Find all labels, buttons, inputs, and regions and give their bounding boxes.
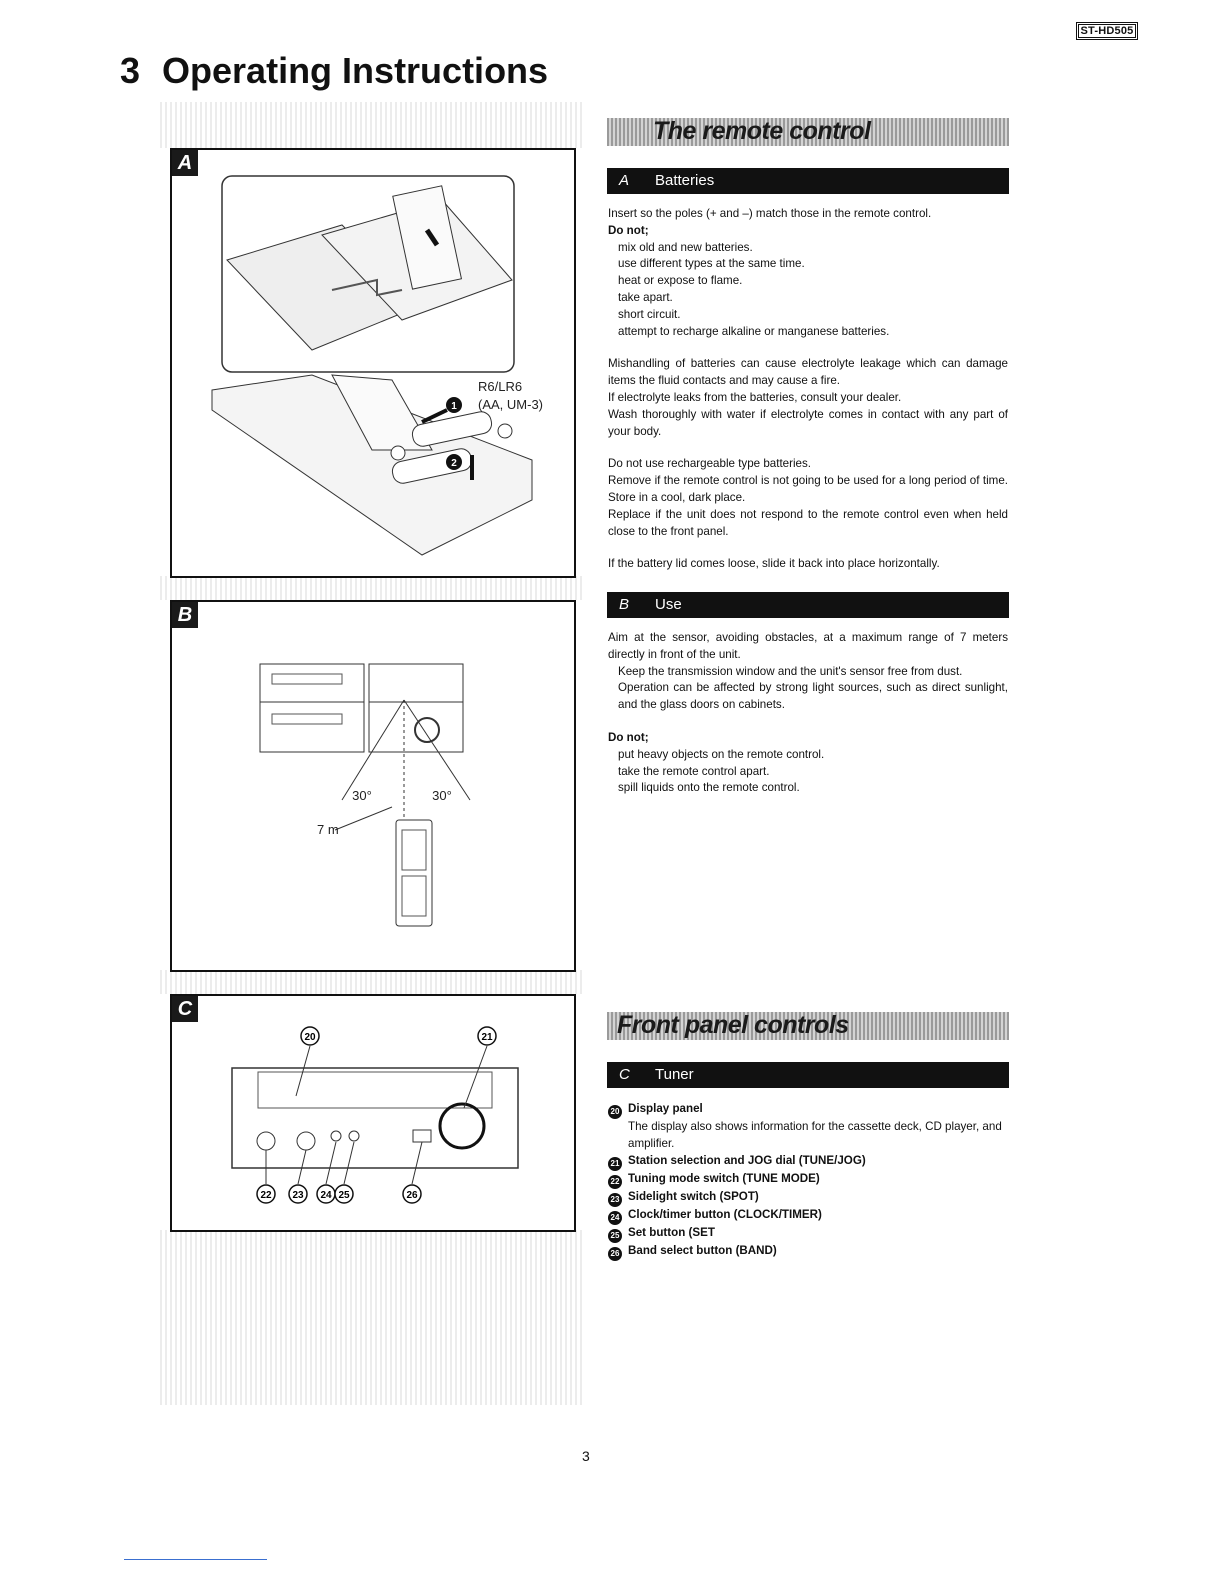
batteries-intro: Insert so the poles (+ and –) match those in the remote control. bbox=[608, 207, 932, 220]
scan-texture bbox=[160, 1230, 585, 1405]
battery-lid-note: If the battery lid comes loose, slide it back into place horizontally. bbox=[608, 557, 940, 571]
list-item: attempt to recharge alkaline or manganese batteries. bbox=[618, 324, 890, 338]
illustration-panel-b bbox=[170, 600, 576, 972]
page-number: 3 bbox=[582, 1448, 590, 1464]
callout-number: 20 bbox=[304, 1032, 316, 1043]
step-2-label: 2 bbox=[451, 458, 457, 469]
use-text bbox=[608, 630, 1008, 797]
range-diagram bbox=[172, 602, 574, 970]
list-item: use different types at the same time. bbox=[618, 257, 805, 271]
note-text: Replace if the unit does not respond to the remote control even when held close to the front panel. bbox=[608, 507, 1008, 538]
batteries-bar: A Batteries bbox=[607, 168, 1009, 194]
list-item: heat or expose to flame. bbox=[618, 274, 743, 288]
list-item: take apart. bbox=[618, 290, 673, 304]
warning-text: Wash thoroughly with water if electrolyte comes in contact with any part of your body. bbox=[608, 407, 1008, 438]
callout-number: 20 bbox=[608, 1105, 622, 1119]
batteries-do-not: Do not; bbox=[608, 223, 649, 237]
list-item: 21 Station selection and JOG dial (TUNE/JOG) bbox=[608, 1153, 1008, 1171]
battery-illustration bbox=[172, 150, 574, 576]
callout-number: 22 bbox=[608, 1175, 622, 1189]
callout-number: 22 bbox=[260, 1190, 272, 1201]
callout-number: 24 bbox=[608, 1211, 622, 1225]
panel-letter-a: A bbox=[172, 150, 198, 176]
callout-number: 26 bbox=[608, 1247, 622, 1261]
battery-label: R6/LR6 bbox=[478, 379, 523, 394]
scan-texture bbox=[160, 102, 585, 148]
warning-text: If electrolyte leaks from the batteries, consult your dealer. bbox=[608, 390, 902, 404]
page-title bbox=[120, 50, 548, 92]
illustration-panel-a bbox=[170, 148, 576, 578]
tuner-list bbox=[608, 1101, 1008, 1261]
model-tag: ST-HD505 bbox=[1076, 22, 1138, 40]
angle-left: 30° bbox=[352, 788, 372, 803]
front-panel-heading: Front panel controls bbox=[607, 1012, 1009, 1040]
callout-number: 21 bbox=[481, 1032, 493, 1043]
step-1-label: 1 bbox=[451, 401, 457, 412]
use-intro: Aim at the sensor, avoiding obstacles, at a maximum range of 7 meters directly in front of the unit. bbox=[608, 631, 1008, 661]
callout-number: 24 bbox=[320, 1190, 332, 1201]
list-item: 26 Band select button (BAND) bbox=[608, 1243, 1008, 1261]
list-item: put heavy objects on the remote control. bbox=[618, 747, 825, 761]
use-do-not: Do not; bbox=[608, 730, 649, 744]
section-number: 3 bbox=[120, 50, 141, 91]
title-text: Operating Instructions bbox=[162, 50, 549, 91]
illustration-panel-c bbox=[170, 994, 576, 1232]
footer-rule bbox=[124, 1559, 267, 1560]
remote-icon bbox=[396, 820, 432, 926]
panel-letter-b: B bbox=[172, 602, 198, 628]
remote-control-heading: The remote control bbox=[607, 118, 1009, 146]
distance-label: 7 m bbox=[317, 822, 339, 837]
angle-right: 30° bbox=[432, 788, 452, 803]
tuner-bar: C Tuner bbox=[607, 1062, 1009, 1088]
list-item: short circuit. bbox=[618, 307, 681, 321]
warning-text: Mishandling of batteries can cause electrolyte leakage which can damage items the fluid contacts and may cause a fire. bbox=[608, 357, 1008, 388]
front-panel-diagram bbox=[172, 996, 574, 1230]
callout-number: 23 bbox=[608, 1193, 622, 1207]
note-text: Do not use rechargeable type batteries. bbox=[608, 457, 812, 471]
scan-texture bbox=[160, 970, 585, 994]
list-item: 20 Display panel bbox=[608, 1101, 1008, 1119]
panel-letter-c: C bbox=[172, 996, 198, 1022]
callout-number: 23 bbox=[292, 1190, 304, 1201]
callout-number: 25 bbox=[608, 1229, 622, 1243]
list-item: 25 Set button (SET bbox=[608, 1225, 1008, 1243]
list-item: 23 Sidelight switch (SPOT) bbox=[608, 1189, 1008, 1207]
list-item: take the remote control apart. bbox=[618, 764, 770, 778]
callout-number: 26 bbox=[406, 1190, 418, 1201]
scan-texture bbox=[160, 576, 585, 600]
use-tip: Keep the transmission window and the unit's sensor free from dust. bbox=[618, 664, 963, 678]
battery-size: (AA, UM-3) bbox=[478, 397, 543, 412]
list-item: mix old and new batteries. bbox=[618, 240, 753, 254]
list-item: 22 Tuning mode switch (TUNE MODE) bbox=[608, 1171, 1008, 1189]
use-tip: Operation can be affected by strong light sources, such as direct sunlight, and the glass doors on cabinets. bbox=[618, 681, 1008, 712]
use-bar: B Use bbox=[607, 592, 1009, 618]
tuner-desc: The display also shows information for the cassette deck, CD player, and amplifier. bbox=[628, 1120, 1002, 1150]
note-text: Remove if the remote control is not going to be used for a long period of time. Store in a cool, dark place. bbox=[608, 474, 1008, 504]
batteries-text bbox=[608, 206, 1008, 573]
list-item: spill liquids onto the remote control. bbox=[618, 781, 800, 795]
list-item: 24 Clock/timer button (CLOCK/TIMER) bbox=[608, 1207, 1008, 1225]
callout-number: 21 bbox=[608, 1157, 622, 1171]
callout-number: 25 bbox=[338, 1190, 350, 1201]
